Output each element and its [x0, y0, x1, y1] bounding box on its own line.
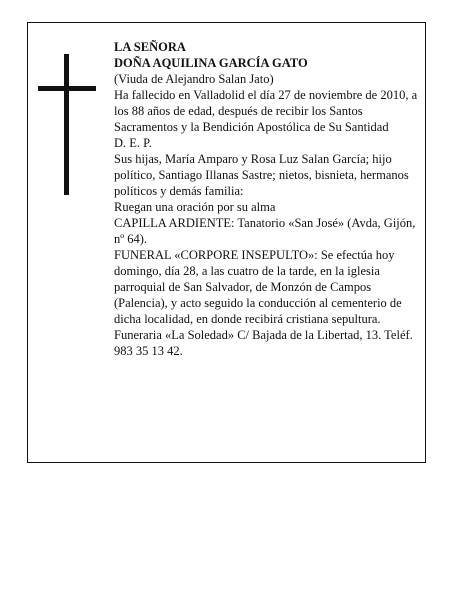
obituary-text	[114, 39, 424, 359]
widow-note: (Viuda de Alejandro Salan Jato)	[114, 72, 274, 86]
funeral-home-info: Funeraria «La Soledad» C/ Bajada de la Libertad, 13. Teléf. 983 35 13 42.	[114, 328, 413, 358]
deceased-name: DOÑA AQUILINA GARCÍA GATO	[114, 56, 308, 70]
funeral-info: FUNERAL «CORPORE INSEPULTO»: Se efectúa hoy domingo, día 28, a las cuatro de la tarde, en la iglesia parroquial de San Salvador, de Monzón de Campos (Palencia), y acto seguido la conducción al cementerio de dicha localidad, en donde recibirá cristiana sepultura.	[114, 248, 402, 326]
obituary-title: LA SEÑORA	[114, 40, 186, 54]
cross-horizontal-bar	[38, 86, 96, 91]
chapel-info: CAPILLA ARDIENTE: Tanatorio «San José» (Avda, Gijón, nº 64).	[114, 216, 416, 246]
prayer-request: Ruegan una oración por su alma	[114, 200, 276, 214]
death-announcement: Ha fallecido en Valladolid el día 27 de noviembre de 2010, a los 88 años de edad, después de recibir los Santos Sacramentos y la Bendición Apostólica de Su Santidad	[114, 88, 418, 134]
cross-vertical-bar	[64, 54, 69, 195]
family-list: Sus hijas, María Amparo y Rosa Luz Salan García; hijo político, Santiago Illanas Sastre; nietos, bisnieta, hermanos políticos y demás familia:	[114, 152, 409, 198]
dep-line: D. E. P.	[114, 136, 152, 150]
